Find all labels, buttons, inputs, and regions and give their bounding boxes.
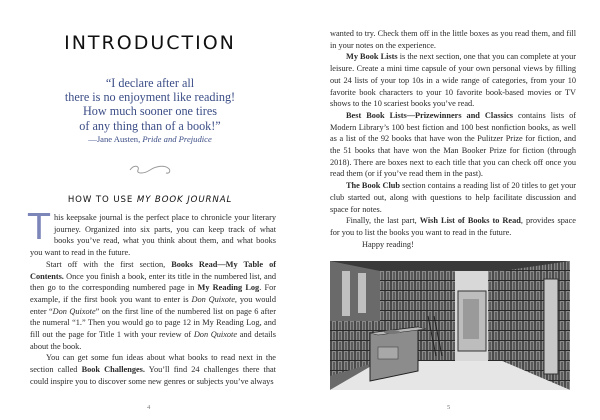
page-number: 5 xyxy=(447,404,451,411)
quote-attribution xyxy=(0,134,300,144)
paragraph: Finally, the last part, Wish List of Books to Read, provides space for you to list the books you want to read in the future. xyxy=(330,216,576,237)
quote-line: How much sooner one tires xyxy=(82,104,218,119)
page-number: 4 xyxy=(147,404,151,411)
library-illustration-icon xyxy=(330,261,570,390)
paragraph: Start off with the first section, Books Read—My Table of Contents. Once you finish a book, enter its title in the numbered list, and then go to the corresponding numbered page in My Reading Log. For example, if the first book you want to enter is Don Quixote, you would enter “Don Quixote” on the first line of the numbered list on page 6 after the numeral “1.” Then you would go to page 12 in My Reading Log, and fill out the page for Title 1 with your review of Don Quixote and details about the book. xyxy=(30,259,276,351)
paragraph: You can get some fun ideas about what books to read next in the section called Book Challenges. You’ll find 24 challenges there that could inspire you to discover some new genres or subjects you’ve always xyxy=(30,353,276,386)
paragraph-text: his keepsake journal is the perfect place to chronicle your literary journey. Organized into six parts, you can keep track of what books you’ve read, what you think about them, and what books you want to read in the future. xyxy=(30,213,276,258)
attribution-work: Pride and Prejudice xyxy=(142,134,212,144)
quote-line: there is no enjoyment like reading! xyxy=(64,90,236,105)
flourish-ornament-icon xyxy=(126,162,174,176)
subhead-text: HOW TO USE xyxy=(67,195,137,205)
drop-cap: T xyxy=(28,207,50,248)
right-body-text xyxy=(330,28,576,250)
paragraph: Best Book Lists—Prizewinners and Classics contains lists of Modern Library’s 100 best fiction and 100 best nonfiction books, as well as a list of the 92 books that have won the Pulitzer Prize for fiction, and the 51 books that have won the Man Booker Prize for fiction (through 2018). There are boxes next to each title that you can check off once you read them (or if you’ve read them in the past). xyxy=(330,110,576,179)
attribution-author: —Jane Austen, xyxy=(88,134,143,144)
quote-line: of any thing than of a book!” xyxy=(79,118,221,133)
paragraph: The Book Club section contains a reading list of 20 titles to get your club started out, along with questions to help facilitate discussion and space for notes. xyxy=(330,181,577,214)
paragraph xyxy=(28,207,276,259)
page-title: INTRODUCTION xyxy=(64,32,236,54)
subhead-italic: MY BOOK JOURNAL xyxy=(136,195,233,205)
quote-line: “I declare after all xyxy=(105,76,195,90)
closing-line: Happy reading! xyxy=(362,239,414,249)
epigraph-quote xyxy=(0,76,300,133)
paragraph: My Book Lists is the next section, one that you can complete at your leisure. Create a mini time capsule of your own personal views by filling out 24 lists of your top 10s in a wide range of categories, from your 10 favorite book characters to your 10 favorite book-based movies or TV shows to the 10 scariest books you’ve read. xyxy=(330,52,576,109)
section-subheading xyxy=(0,195,300,205)
paragraph: wanted to try. Check them off in the little boxes as you read them, and fill in your notes on the experience. xyxy=(330,29,576,50)
left-body-text xyxy=(28,207,276,388)
library-engraving-image xyxy=(330,261,570,390)
